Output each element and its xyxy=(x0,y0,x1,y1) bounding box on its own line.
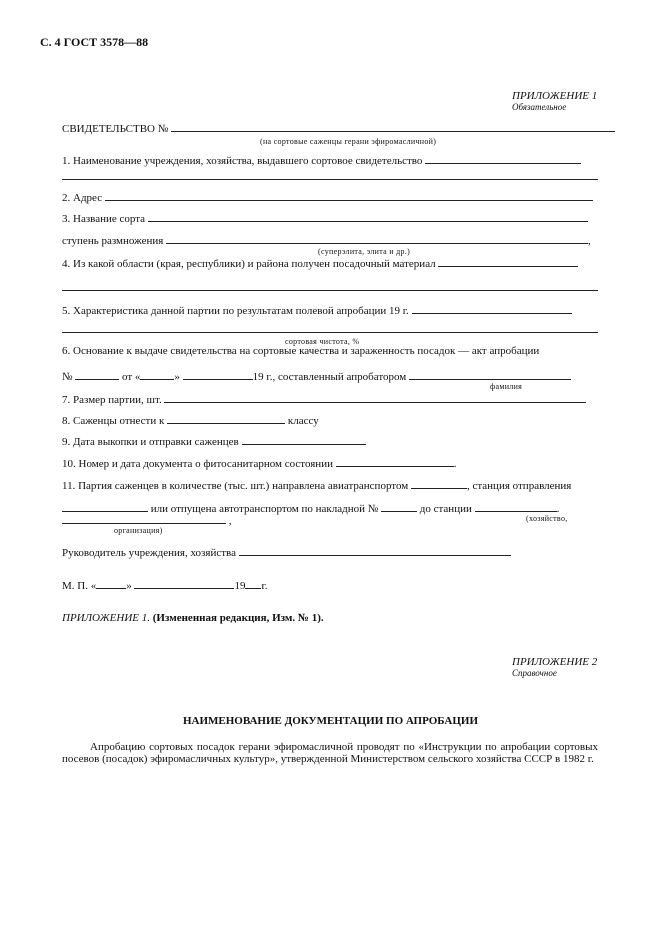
dig-date-field[interactable] xyxy=(242,434,366,445)
item5-caption: сортовая чистота, % xyxy=(285,337,360,346)
class-field[interactable] xyxy=(167,413,285,424)
destination-station-field[interactable] xyxy=(475,501,557,512)
item3-label: 3. Название сорта xyxy=(62,213,146,225)
item11-to-label: до станции xyxy=(419,503,472,515)
appendix1-subtitle: Обязательное xyxy=(512,102,567,112)
head-signature-field[interactable] xyxy=(239,545,511,556)
head-signature-label: Руководитель учреждения, хозяйства xyxy=(62,547,236,559)
stamp-year-field[interactable] xyxy=(245,578,261,589)
stage-caption: (суперэлита, элита и др.) xyxy=(318,247,411,256)
revision-label: ПРИЛОЖЕНИЕ 1. xyxy=(62,612,150,624)
variety-field[interactable] xyxy=(148,211,588,222)
address-field[interactable] xyxy=(105,190,593,201)
certificate-label: СВИДЕТЕЛЬСТВО № xyxy=(62,123,169,135)
section-title: НАИМЕНОВАНИЕ ДОКУМЕНТАЦИИ ПО АПРОБАЦИИ xyxy=(182,715,479,727)
item7-label: 7. Размер партии, шт. xyxy=(62,394,162,406)
stamp-month-field[interactable] xyxy=(134,578,234,589)
act-number-field[interactable] xyxy=(75,369,119,380)
stamp-year-label: 19 xyxy=(234,580,246,592)
item1-field-line2[interactable] xyxy=(62,179,598,180)
item8-label: 8. Саженцы отнести к xyxy=(62,415,165,427)
document-page: С. 4 ГОСТ 3578—88 ПРИЛОЖЕНИЕ 1 Обязательное СВИДЕТЕЛЬСТВО № (на сортовые саженцы герани эфиромасличной) 1. Наименование учреждения, хозяйства, выдавшего сортовое свидетельство 2. Адрес 3. Название сорта ступень размножения , (суперэлита, элита и др.) 4. Из какой области (края, республики) и района получен посадочный материал 5. Характеристика данной партии по результатам полевой апробации 19 г. сортовая чистота, % 6. Основание к выдаче свидетельства на сортовые качества и зараженность посадок — акт апробации № от « » 19 г., составленный апробатором фамилия 7. Размер партии, шт. 8. Саженцы отнести к классу 9. Дата выкопки и отправки саженцев 10. Номер и дата документа о фитосанитарном состоянии . 11. Партия саженцев в количестве (тыс. шт.) направлена авиатранспортом , станция отправления или отпущена автотранспортом по накладной № до станции . , (хозяйство, организация) Руководитель учреждения, хозяйства М. П. « » 19 г. ПРИЛОЖЕНИЕ 1. (Измененная редакция, Изм. № 1). ПРИЛОЖЕНИЕ 2 Справочное НАИМЕНОВАНИЕ ДОКУМЕНТАЦИИ ПО АПРОБАЦИИ Апробацию сортовых посадок герани эфиромасличной проводят по «Инструкции по апробации сортовых посевов (посадок) эфиромасличных культур», утвержденной Министерством сельского хозяйства СССР в 1982 г. xyxy=(0,0,661,936)
stage-field[interactable] xyxy=(166,233,588,244)
item6-from-label: от « xyxy=(122,371,141,383)
item5-label: 5. Характеристика данной партии по результатам полевой апробации 19 г. xyxy=(62,305,409,317)
item11-auto-label: или отпущена автотранспортом по накладной № xyxy=(150,503,379,515)
quote: » xyxy=(174,371,180,383)
item11-station-label: , станция отправления xyxy=(466,480,572,492)
item6-no-label: № xyxy=(62,371,73,383)
stamp-label: М. П. « xyxy=(62,580,97,592)
item11-caption-a: (хозяйство, xyxy=(526,514,568,523)
appendix2-title: ПРИЛОЖЕНИЕ 2 xyxy=(512,656,598,668)
item6-year-label: 19 г., составленный апробатором xyxy=(252,371,407,383)
origin-field-line2[interactable] xyxy=(62,290,598,291)
item6-label: 6. Основание к выдаче свидетельства на сортовые качества и зараженность посадок — акт апробации xyxy=(62,345,540,357)
inspector-caption: фамилия xyxy=(490,382,523,391)
certificate-number-field[interactable] xyxy=(171,121,615,132)
stamp-g: г. xyxy=(261,580,268,592)
item4-label: 4. Из какой области (края, республики) и района получен посадочный материал xyxy=(62,258,436,270)
inspector-field[interactable] xyxy=(409,369,571,380)
item11-caption-b: организация) xyxy=(114,526,163,535)
quote: » xyxy=(126,580,132,592)
origin-field[interactable] xyxy=(438,256,578,267)
item1-label: 1. Наименование учреждения, хозяйства, выдавшего сортовое свидетельство xyxy=(62,155,423,167)
item9-label: 9. Дата выкопки и отправки саженцев xyxy=(62,436,239,448)
act-month-field[interactable] xyxy=(183,369,253,380)
certificate-caption: (на сортовые саженцы герани эфиромасличной) xyxy=(260,137,437,146)
characteristics-field[interactable] xyxy=(412,303,572,314)
departure-station-field[interactable] xyxy=(62,501,148,512)
item2-label: 2. Адрес xyxy=(62,192,103,204)
appendix1-title: ПРИЛОЖЕНИЕ 1 xyxy=(512,90,598,102)
stage-label: ступень размножения xyxy=(62,235,164,247)
phyto-doc-field[interactable] xyxy=(336,456,454,467)
section-paragraph: Апробацию сортовых посадок герани эфиромасличной проводят по «Инструкции по апробации сортовых посевов (посадок) эфиромасличных культур», утвержденной Министерством сельского хозяйства СССР в 1982 г. xyxy=(62,741,598,765)
revision-text: (Измененная редакция, Изм. № 1). xyxy=(152,612,324,624)
item10-label: 10. Номер и дата документа о фитосанитарном состоянии xyxy=(62,458,333,470)
item1-field[interactable] xyxy=(425,153,581,164)
batch-size-field[interactable] xyxy=(164,392,586,403)
stamp-day-field[interactable] xyxy=(96,578,126,589)
certificate-row xyxy=(62,121,615,136)
item11-label: 11. Партия саженцев в количестве (тыс. шт.) направлена авиатранспортом xyxy=(62,480,409,492)
characteristics-field-line2[interactable] xyxy=(62,332,598,333)
item8-end: классу xyxy=(287,415,319,427)
recipient-field[interactable] xyxy=(62,513,226,524)
act-day-field[interactable] xyxy=(140,369,174,380)
appendix2-subtitle: Справочное xyxy=(512,668,557,678)
waybill-field[interactable] xyxy=(381,501,417,512)
page-header: С. 4 ГОСТ 3578—88 xyxy=(40,35,149,49)
air-transport-field[interactable] xyxy=(411,478,467,489)
